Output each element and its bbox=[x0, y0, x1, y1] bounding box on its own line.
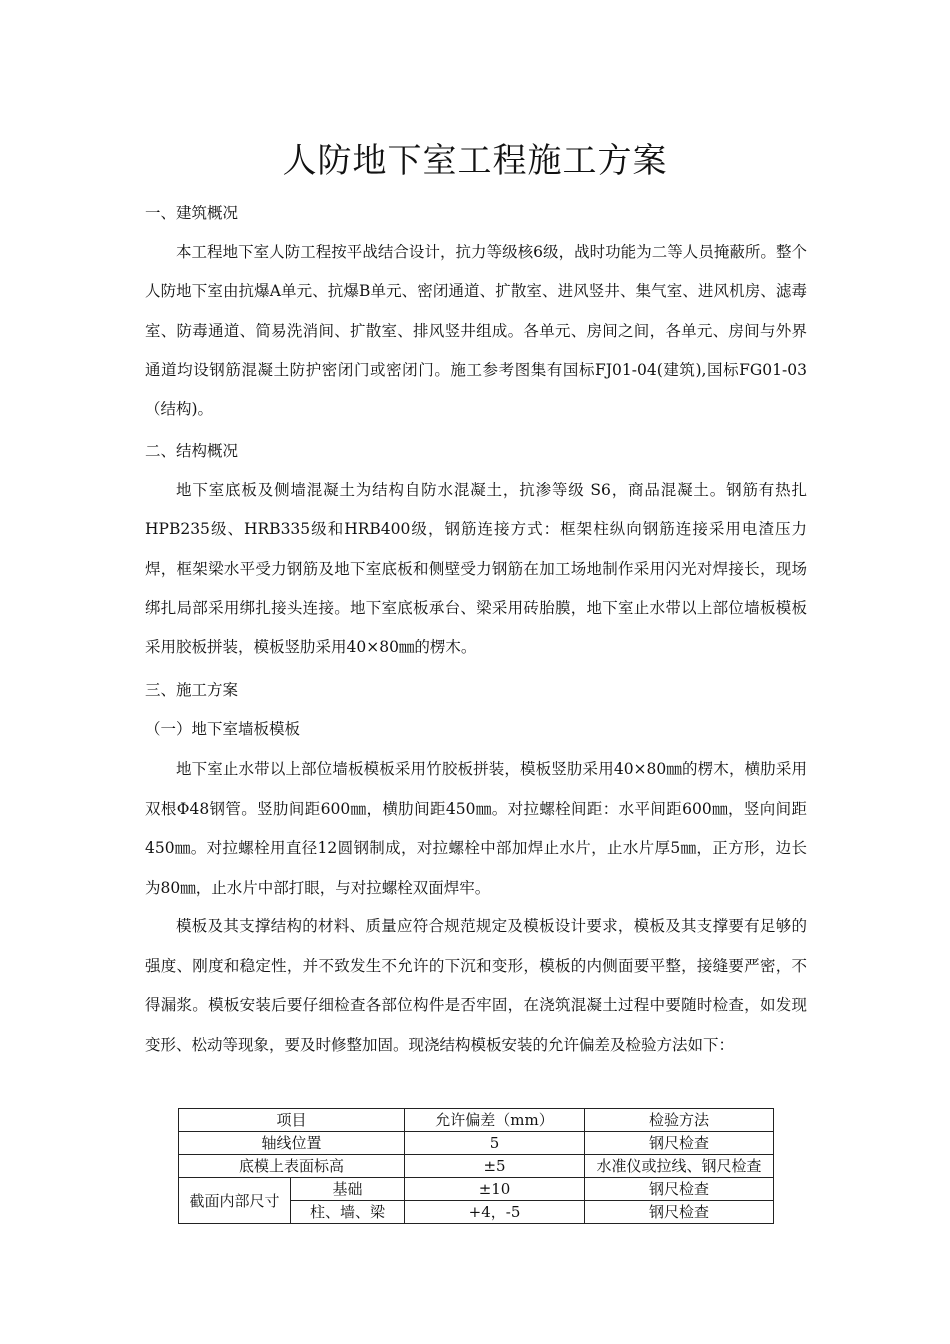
table-row bbox=[179, 1155, 774, 1178]
cell-item: 底模上表面标高 bbox=[179, 1155, 405, 1178]
section-heading-1: 一、建筑概况 bbox=[145, 204, 239, 222]
cell-tolerance: ±5 bbox=[405, 1155, 585, 1178]
cell-tolerance: ±10 bbox=[405, 1178, 585, 1201]
cell-item: 轴线位置 bbox=[179, 1132, 405, 1155]
table-row bbox=[179, 1178, 774, 1201]
cell-subitem: 基础 bbox=[291, 1178, 405, 1201]
section-3-paragraph-2: 模板及其支撑结构的材料、质量应符合规范规定及模板设计要求，模板及其支撑要有足够的强度、刚度和稳定性，并不致发生不允许的下沉和变形，模板的内侧面要平整，接缝要严密，不得漏浆。模板安装后要仔细检查各部位构件是否牢固，在浇筑混凝土过程中要随时检查，如发现变形、松动等现象，要及时修整加固。现浇结构模板安装的允许偏差及检验方法如下： bbox=[145, 917, 807, 1054]
section-1-paragraph: 本工程地下室人防工程按平战结合设计，抗力等级核6级，战时功能为二等人员掩蔽所。整个人防地下室由抗爆A单元、抗爆B单元、密闭通道、扩散室、进风竖井、集气室、进风机房、滤毒室、防毒通道、简易洗消间、扩散室、排风竖井组成。各单元、房间之间，各单元、房间与外界通道均设钢筋混凝土防护密闭门或密闭门。施工参考图集有国标FJ01-04(建筑),国标FG01-03（结构)。 bbox=[145, 243, 807, 419]
subsection-heading: （一）地下室墙板模板 bbox=[145, 720, 301, 738]
section-3-paragraph-1: 地下室止水带以上部位墙板模板采用竹胶板拼装，模板竖肋采用40×80㎜的楞木，横肋采用双根Φ48钢管。竖肋间距600㎜，横肋间距450㎜。对拉螺栓间距：水平间距600㎜，竖向间距450㎜。对拉螺栓用直径12圆钢制成，对拉螺栓中部加焊止水片，止水片厚5㎜，正方形，边长为80㎜，止水片中部打眼，与对拉螺栓双面焊牢。 bbox=[145, 760, 807, 897]
cell-method: 水准仪或拉线、钢尺检查 bbox=[585, 1155, 774, 1178]
cell-tolerance: 5 bbox=[405, 1132, 585, 1155]
cell-method: 钢尺检查 bbox=[585, 1132, 774, 1155]
cell-method: 钢尺检查 bbox=[585, 1178, 774, 1201]
header-method: 检验方法 bbox=[585, 1109, 774, 1132]
cell-method: 钢尺检查 bbox=[585, 1201, 774, 1224]
table-row bbox=[179, 1132, 774, 1155]
cell-group-label: 截面内部尺寸 bbox=[179, 1178, 291, 1224]
cell-subitem: 柱、墙、梁 bbox=[291, 1201, 405, 1224]
header-item: 项目 bbox=[179, 1109, 405, 1132]
section-heading-2: 二、结构概况 bbox=[145, 442, 239, 460]
section-heading-3: 三、施工方案 bbox=[145, 681, 239, 699]
page-title: 人防地下室工程施工方案 bbox=[282, 141, 668, 181]
table-header-row bbox=[179, 1109, 774, 1132]
section-2-paragraph: 地下室底板及侧墙混凝土为结构自防水混凝土，抗渗等级 S6，商品混凝土。钢筋有热扎HPB235级、HRB335级和HRB400级，钢筋连接方式：框架柱纵向钢筋连接采用电渣压力焊，框架梁水平受力钢筋及地下室底板和侧壁受力钢筋在加工场地制作采用闪光对焊接长，现场绑扎局部采用绑扎接头连接。地下室底板承台、梁采用砖胎膜，地下室止水带以上部位墙板模板采用胶板拼装，模板竖肋采用40×80㎜的楞木。 bbox=[145, 481, 807, 657]
tolerance-table bbox=[178, 1108, 774, 1224]
cell-tolerance: +4，-5 bbox=[405, 1201, 585, 1224]
header-tolerance: 允许偏差（mm） bbox=[405, 1109, 585, 1132]
